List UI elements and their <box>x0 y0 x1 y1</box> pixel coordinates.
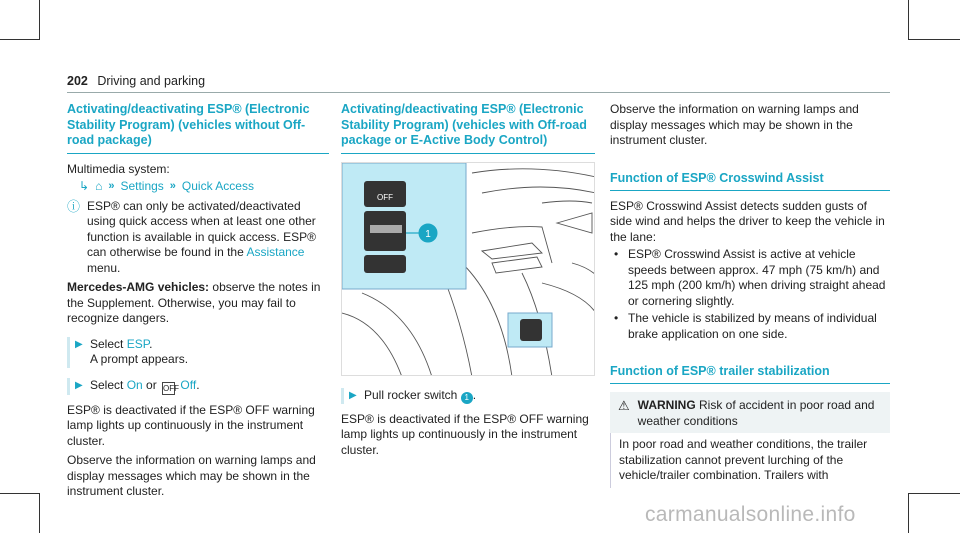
crop-mark <box>908 493 960 494</box>
heading-crosswind: Function of ESP® Crosswind Assist <box>610 171 890 191</box>
crop-mark <box>908 0 909 40</box>
step-arrow-icon: ▶ <box>75 338 83 350</box>
para-esp-deactivated: ESP® is deactivated if the ESP® OFF warning lamp lights up continuously in the instrument cluster. <box>67 402 315 448</box>
crop-mark <box>908 39 960 40</box>
warning-header <box>610 392 890 433</box>
step1-result: A prompt appears. <box>90 352 189 366</box>
page-number: 202 <box>67 74 88 88</box>
step1-prefix: Select <box>90 336 127 351</box>
callout-1-text: 1 <box>425 228 431 240</box>
crop-mark <box>39 0 40 40</box>
warning-box <box>610 392 890 488</box>
step2-prefix: Select <box>90 377 127 392</box>
bullet-item: • The vehicle is stabilized by means of individual brake application on one side. <box>614 311 890 342</box>
watermark: carmanualsonline.info <box>645 503 856 526</box>
note-text <box>87 199 329 277</box>
step1-suffix: . <box>149 336 153 351</box>
crop-mark <box>0 493 40 494</box>
multimedia-label: Multimedia system: <box>67 161 170 176</box>
warning-body: In poor road and weather conditions, the trailer stabilization cannot prevent lurching of the vehicle/trailer combination. Trailers with <box>610 433 890 488</box>
step-select-on-off <box>67 378 329 395</box>
assistance-link[interactable]: Assistance <box>246 245 305 259</box>
step-prefix: Pull rocker switch <box>364 387 461 402</box>
note-text-a: ESP® can only be activated/deactivated using quick access when at least one other function is available in quick access. ESP® can otherwise be found in the <box>87 198 316 259</box>
esp-link[interactable]: ESP <box>126 336 150 351</box>
amg-text: observe the notes in the Supplement. Otherwise, you may fail to recognize dangers. <box>67 280 321 325</box>
crop-mark <box>0 39 40 40</box>
step2-suffix: . <box>196 377 200 392</box>
home-icon[interactable]: ⌂ <box>95 179 103 193</box>
step2-or: or <box>142 377 161 392</box>
info-icon: ⓘ <box>67 198 81 214</box>
column-1 <box>67 102 329 500</box>
heading-trailer: Function of ESP® trailer stabilization <box>610 364 890 384</box>
step-pull-rocker <box>341 388 595 404</box>
heading-esp-with-offroad: Activating/deactivating ESP® (Electronic Stability Program) (vehicles with Off-road package or E-Active Body Control) <box>341 102 595 154</box>
console-figure <box>341 162 595 376</box>
header-rule <box>67 92 890 93</box>
step-select-esp <box>67 337 329 368</box>
heading-esp-without-offroad: Activating/deactivating ESP® (Electronic Stability Program) (vehicles without Off-road package) <box>67 102 329 154</box>
amg-bold: Mercedes-AMG vehicles: <box>67 280 210 294</box>
esp-off-icon: OFF <box>163 383 180 393</box>
settings-link[interactable]: Settings <box>120 179 164 193</box>
note-text-b: menu. <box>87 260 121 275</box>
page-header <box>67 74 205 88</box>
menu-path <box>67 179 329 195</box>
quick-access-link[interactable]: Quick Access <box>181 179 254 193</box>
step-arrow-icon: ▶ <box>349 389 357 401</box>
amg-note <box>67 280 329 327</box>
chevron-icon: » <box>169 180 176 192</box>
crop-mark <box>39 493 40 533</box>
off-link[interactable]: Off <box>180 377 197 392</box>
column-3 <box>610 102 890 488</box>
crop-mark <box>908 493 909 533</box>
path-arrow-icon: ↳ <box>79 179 90 193</box>
para-observe-info: Observe the information on warning lamps and display messages which may be shown in the instrument cluster. <box>67 453 316 498</box>
para-observe-info-2: Observe the information on warning lamps and display messages which may be shown in the instrument cluster. <box>610 102 859 147</box>
svg-text:OFF: OFF <box>377 192 393 202</box>
chevron-icon: » <box>108 180 115 192</box>
crosswind-text: ESP® Crosswind Assist detects sudden gusts of side wind and helps the driver to keep the vehicle in the lane: <box>610 198 885 244</box>
info-note <box>67 199 329 277</box>
warning-icon: ⚠ <box>618 398 630 413</box>
on-link[interactable]: On <box>126 377 143 392</box>
warning-title: WARNING <box>637 398 696 412</box>
section-title: Driving and parking <box>97 74 206 88</box>
bullet-item: • ESP® Crosswind Assist is active at vehicle speeds between approx. 47 mph (75 km/h) and 125 mph (200 km/h) when driving straight ahead or cornering slightly. <box>614 247 890 309</box>
callout-ref-1: 1 <box>461 392 473 404</box>
step-arrow-icon: ▶ <box>75 379 83 391</box>
console-illustration <box>342 163 595 376</box>
step-suffix: . <box>472 387 477 402</box>
para-esp-deactivated-2: ESP® is deactivated if the ESP® OFF warning lamp lights up continuously in the instrument cluster. <box>341 411 589 457</box>
column-2 <box>341 102 595 458</box>
warning-title-rest: Risk of accident in poor road and weather conditions <box>637 398 875 428</box>
